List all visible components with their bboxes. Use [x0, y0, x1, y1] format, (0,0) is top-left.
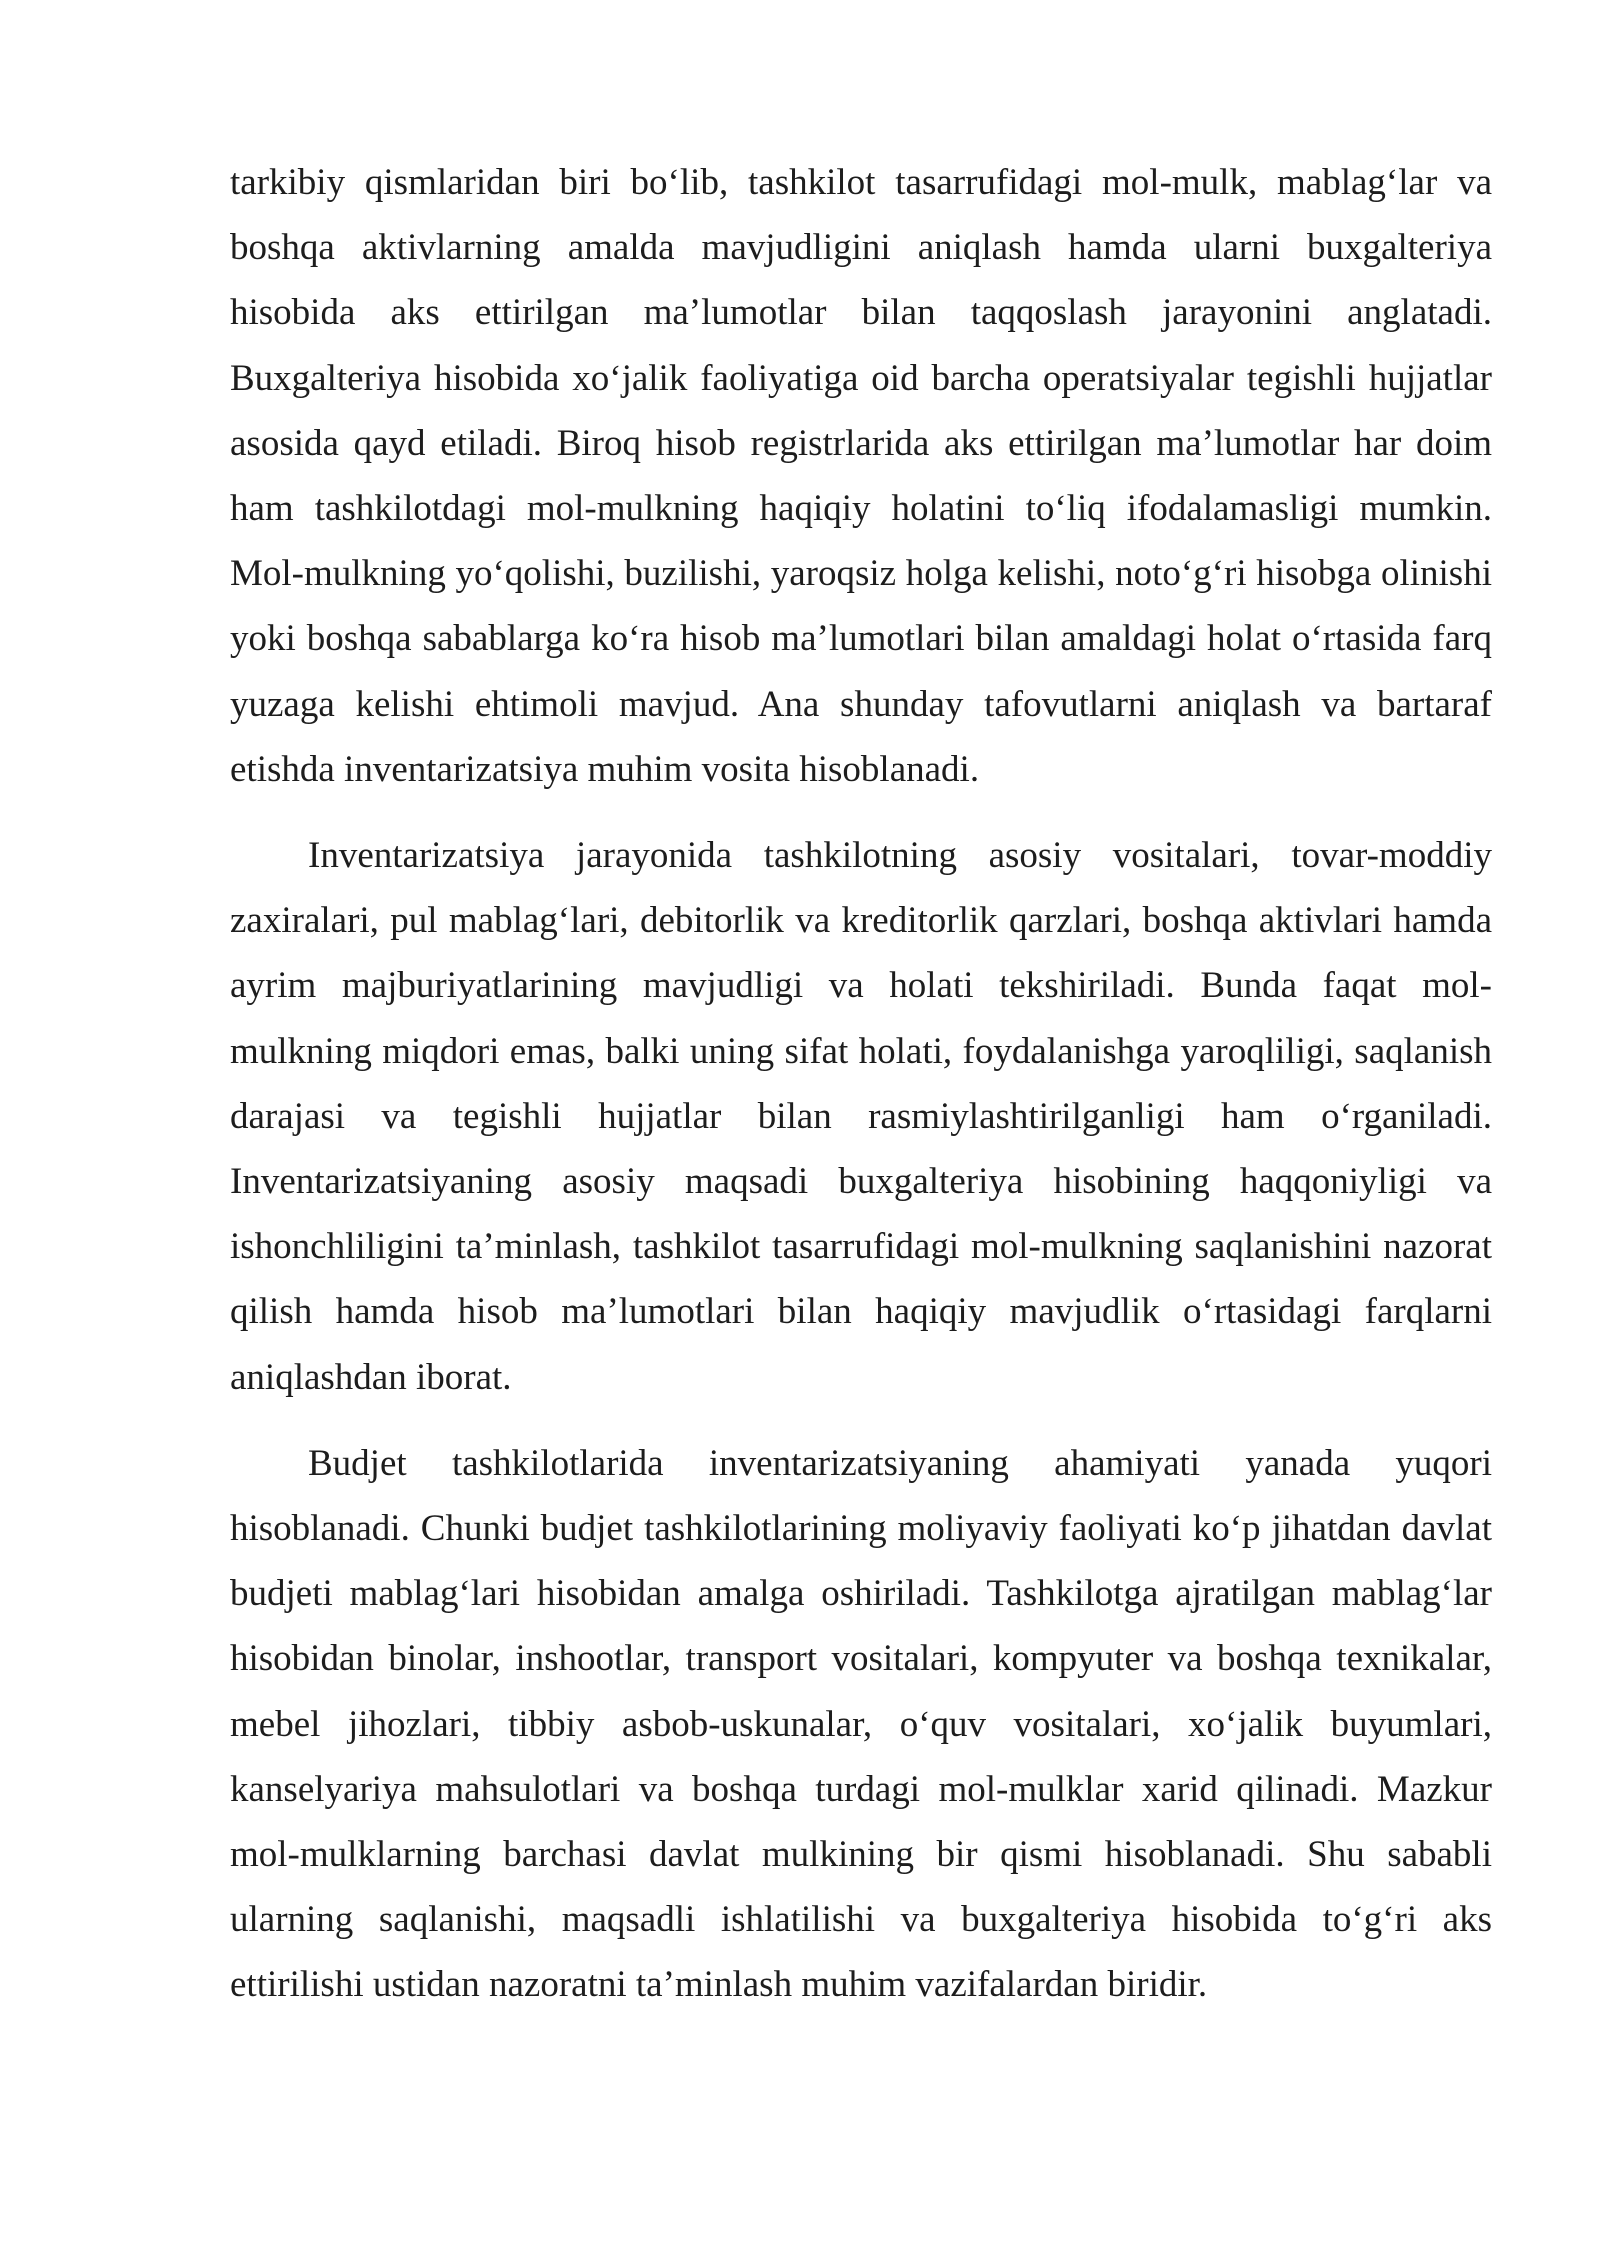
document-body [230, 150, 1492, 2018]
paragraph-3: Budjet tashkilotlarida inventarizatsiyaning ahamiyati yanada yuqori hisoblanadi. Chunki budjet tashkilotlarining moliyaviy faoliyati ko‘p jihatdan davlat budjeti mablag‘lari hisobidan amalga oshiriladi. Tashkilotga ajratilgan mablag‘lar hisobidan binolar, inshootlar, transport vositalari, kompyuter va boshqa texnikalar, mebel jihozlari, tibbiy asbob-uskunalar, o‘quv vositalari, xo‘jalik buyumlari, kanselyariya mahsulotlari va boshqa turdagi mol-mulklar xarid qilinadi. Mazkur mol-mulklarning barchasi davlat mulkining bir qismi hisoblanadi. Shu sababli ularning saqlanishi, maqsadli ishlatilishi va buxgalteriya hisobida to‘g‘ri aks ettirilishi ustidan nazoratni ta’minlash muhim vazifalardan biridir. [230, 1442, 1492, 2006]
paragraph-2: Inventarizatsiya jarayonida tashkilotning asosiy vositalari, tovar-moddiy zaxiralari, pul mablag‘lari, debitorlik va kreditorlik qarzlari, boshqa aktivlari hamda ayrim majburiyatlarining mavjudligi va holati tekshiriladi. Bunda faqat mol-mulkning miqdori emas, balki uning sifat holati, foydalanishga yaroqliligi, saqlanish darajasi va tegishli hujjatlar bilan rasmiylashtirilganligi ham o‘rganiladi. Inventarizatsiyaning asosiy maqsadi buxgalteriya hisobining haqqoniyligi va ishonchliligini ta’minlash, tashkilot tasarrufidagi mol-mulkning saqlanishini nazorat qilish hamda hisob ma’lumotlari bilan haqiqiy mavjudlik o‘rtasidagi farqlarni aniqlashdan iborat. [230, 835, 1492, 1398]
paragraph-1: tarkibiy qismlaridan biri bo‘lib, tashkilot tasarrufidagi mol-mulk, mablag‘lar va boshqa aktivlarning amalda mavjudligini aniqlash hamda ularni buxgalteriya hisobida aks ettirilgan ma’lumotlar bilan taqqoslash jarayonini anglatadi. Buxgalteriya hisobida xo‘jalik faoliyatiga oid barcha operatsiyalar tegishli hujjatlar asosida qayd etiladi. Biroq hisob registrlarida aks ettirilgan ma’lumotlar har doim ham tashkilotdagi mol-mulkning haqiqiy holatini to‘liq ifodalamasligi mumkin. Mol-mulkning yo‘qolishi, buzilishi, yaroqsiz holga kelishi, noto‘g‘ri hisobga olinishi yoki boshqa sabablarga ko‘ra hisob ma’lumotlari bilan amaldagi holat o‘rtasida farq yuzaga kelishi ehtimoli mavjud. Ana shunday tafovutlarni aniqlash va bartaraf etishda inventarizatsiya muhim vosita hisoblanadi. [230, 162, 1492, 790]
